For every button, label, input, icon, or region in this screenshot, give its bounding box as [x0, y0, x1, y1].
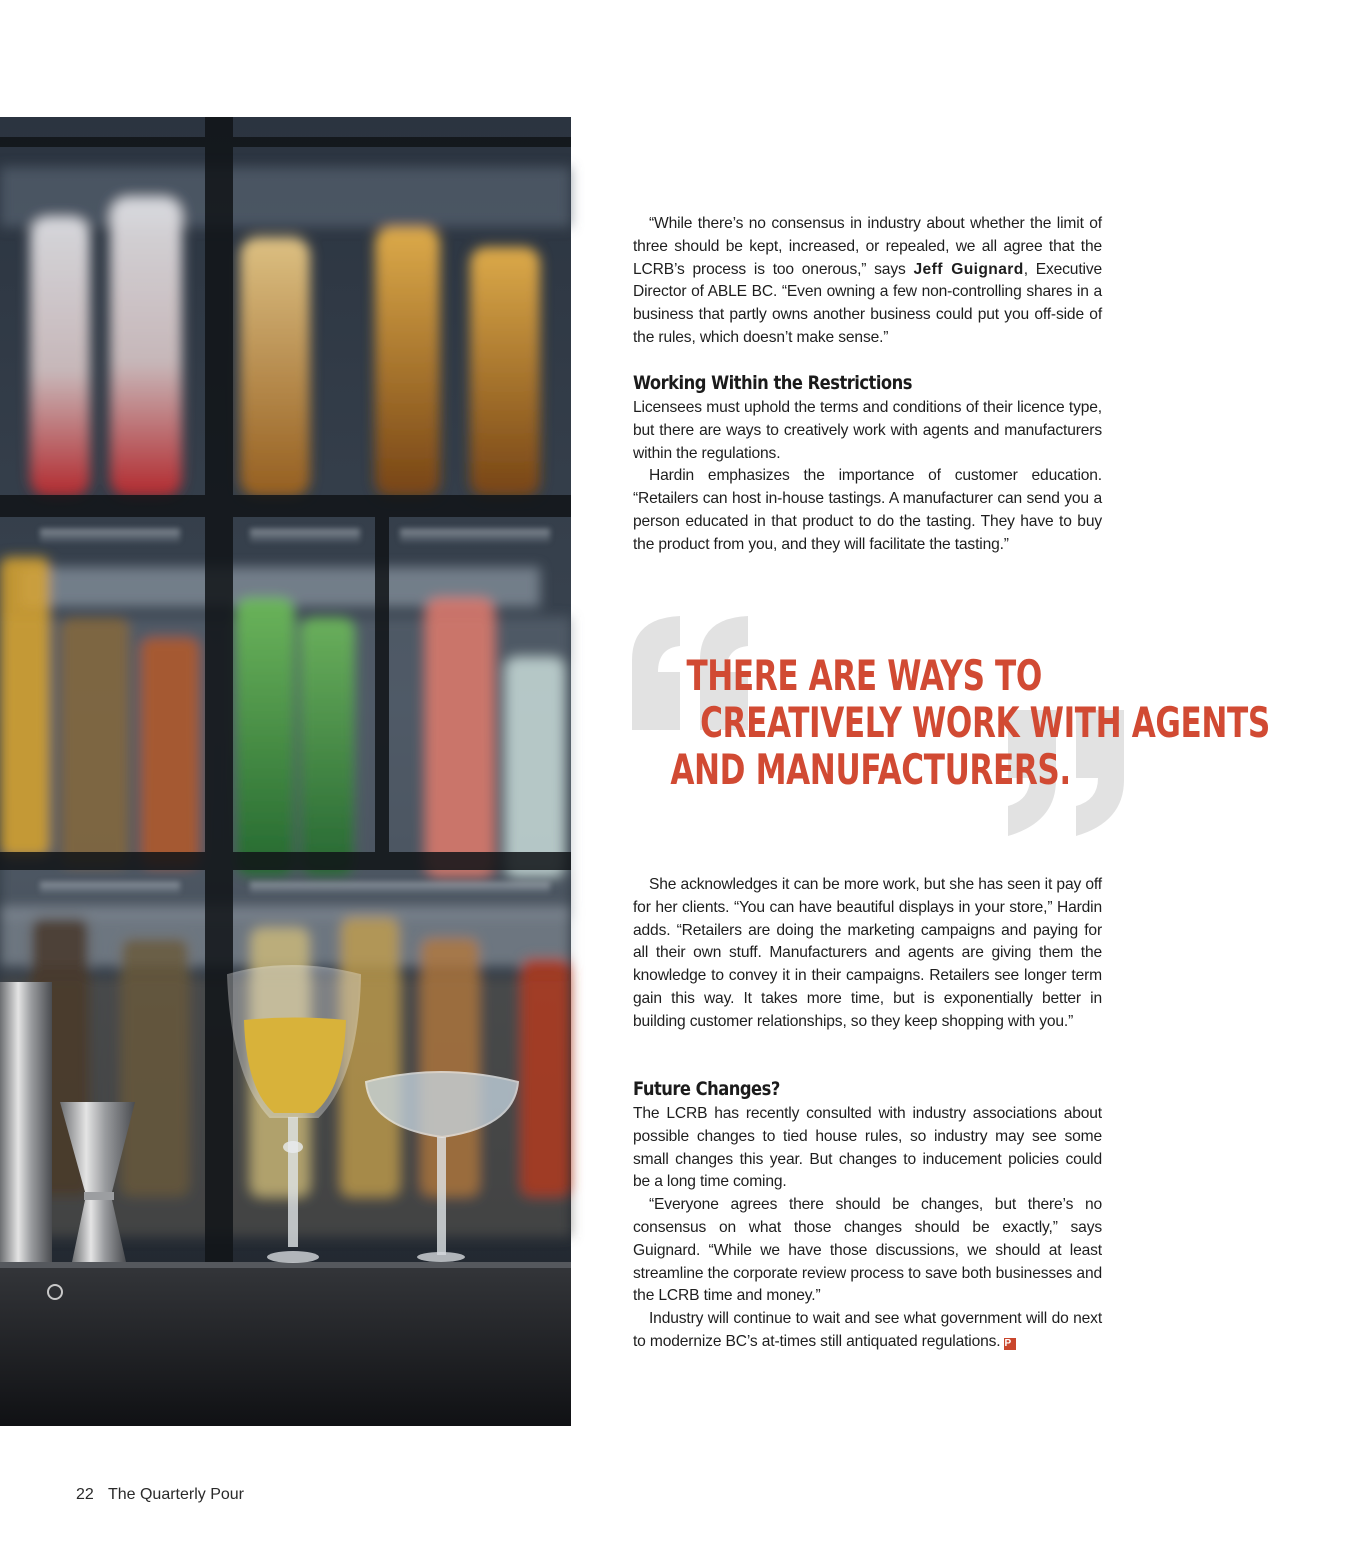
pull-quote-line-3: AND MANUFACTURERS. [670, 745, 1071, 794]
section-working-within [633, 370, 1102, 557]
pull-quote-line-1: THERE ARE WAYS TO [686, 651, 1042, 700]
section2-paragraph-1: The LCRB has recently consulted with industry associations about possible changes to tied house rules, so industry may see some small changes this year. But changes to inducement policies could be a long time coming. [633, 1105, 1102, 1191]
section-heading-working-within: Working Within the Restrictions [633, 372, 912, 394]
quoted-person-name: Jeff Guignard [913, 260, 1024, 278]
intro-text-start: “While there’s no consensus in industry about whether the limit of three should be kept, increased, or repealed, we all agree that the LCRB’s process is too onerous,” says [633, 215, 1102, 278]
section-heading-future-changes: Future Changes? [633, 1078, 780, 1100]
pull-quote-line-2: CREATIVELY WORK WITH AGENTS [700, 698, 1270, 747]
page-footer [76, 1486, 244, 1504]
publication-name: The Quarterly Pour [107, 1486, 245, 1503]
section2-paragraph-3-text: Industry will continue to wait and see what government will do next to modernize BC’s at-times still antiquated regulations. [633, 1310, 1102, 1350]
intro-block [633, 213, 1102, 350]
page-number: 22 [76, 1486, 94, 1503]
section1-paragraph-1: Licensees must uphold the terms and conditions of their licence type, but there are ways to creatively work with agents and manufacturers within the regulations. [633, 399, 1102, 462]
intro-text-end: , Executive Director of ABLE BC. “Even owning a few non-controlling shares in a business that partly owns another business could put you off-side of the rules, which doesn’t make sense.” [633, 260, 1102, 346]
middle-paragraph: She acknowledges it can be more work, but she has seen it pay off for her clients. “You can have beautiful displays in your store,” Hardin adds. “Retailers are doing the marketing campaigns and paying for all their own stuff. Manufacturers and agents are giving them the knowledge to convey it in their campaigns. Retailers see longer term gain this way. It takes more time, but is exponentially better in building customer relationships, so they keep shopping with you.” [633, 876, 1102, 1030]
section2-paragraph-3 [633, 1308, 1102, 1354]
bar-photo-illustration [0, 117, 571, 1426]
pull-quote [600, 651, 1270, 794]
end-of-article-icon: P [1004, 1338, 1016, 1350]
section2-paragraph-2: “Everyone agrees there should be changes, but there’s no consensus on what those changes should be exactly,” says Guignard. “While we have those discussions, we should at least streamline the corporate review process to save both businesses and the LCRB time and money.” [633, 1196, 1102, 1305]
middle-block [633, 874, 1102, 1034]
intro-paragraph [633, 213, 1102, 350]
section-future-changes [633, 1076, 1102, 1354]
bar-shelf-photo [0, 117, 571, 1426]
section1-paragraph-2: Hardin emphasizes the importance of customer education. “Retailers can host in-house tastings. A manufacturer can send you a person educated in that product to do the tasting. They have to buy the product from you, and they will facilitate the tasting.” [633, 467, 1102, 553]
